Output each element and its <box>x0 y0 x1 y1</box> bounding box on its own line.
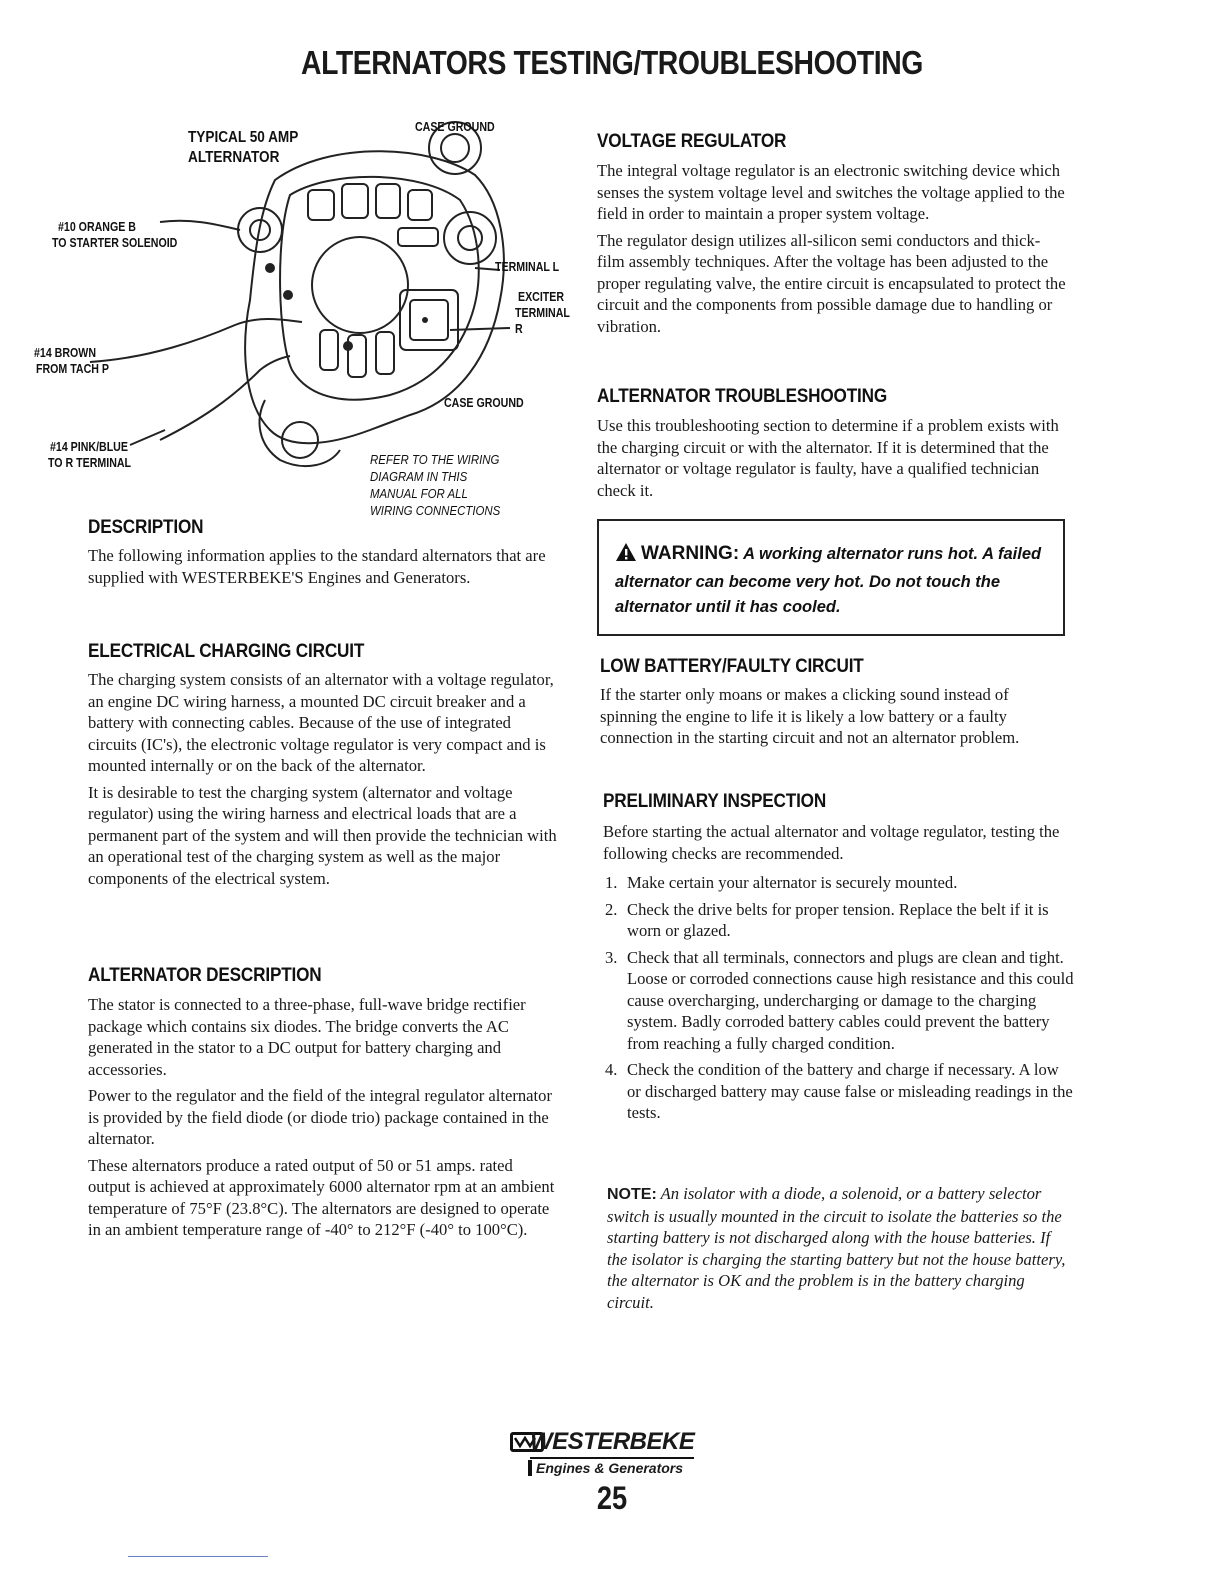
list-item <box>605 872 1075 894</box>
list-item <box>605 1059 1075 1124</box>
wiring-note-line1: REFER TO THE WIRING <box>370 452 500 467</box>
list-item-text: Check the condition of the battery and charge if necessary. A low or discharged battery may cause false or misleading readings in the tests. <box>627 1060 1073 1122</box>
bottom-rule <box>128 1556 268 1557</box>
charging-circuit-heading: ELECTRICAL CHARGING CIRCUIT <box>88 640 365 662</box>
case-ground-bottom-label: CASE GROUND <box>444 396 524 410</box>
exciter-label-line2: TERMINAL <box>515 306 570 320</box>
preliminary-section <box>603 790 1073 864</box>
orange-wire-label-line2: TO STARTER SOLENOID <box>52 236 178 250</box>
warning-box <box>597 519 1065 636</box>
terminal-l-label: TERMINAL L <box>495 260 560 274</box>
low-battery-heading: LOW BATTERY/FAULTY CIRCUIT <box>600 655 864 677</box>
alternator-description-p2: Power to the regulator and the field of the integral regulator alternator is provided by the field diode (or diode trio) package contained in the alternator. <box>88 1086 552 1148</box>
pink-wire-label-line1: #14 PINK/BLUE <box>50 440 128 454</box>
warning-triangle-icon <box>615 542 637 570</box>
charging-circuit-p2: It is desirable to test the charging system (alternator and voltage regulator) using the wiring harness and electrical loads that are a permanent part of the system and will then provide the technician with an operational test of the charging system as well as the major components of the electrical system. <box>88 782 557 888</box>
page-number: 25 <box>596 1480 628 1516</box>
list-item <box>605 899 1075 942</box>
alternator-description-p3: These alternators produce a rated output of 50 or 51 amps. rated output is achieved at approximately 6000 alternator rpm at an ambient temperature of 75°F (23.8°C). The alternators are designed to operate in an ambient temperature range of -40° to 212°F (-40° to 100°C). <box>88 1155 555 1239</box>
pink-wire-label-line2: TO R TERMINAL <box>48 456 132 470</box>
low-battery-p1: If the starter only moans or makes a clicking sound instead of spinning the engine to life it is likely a low battery or a faulty connection in the starting circuit and not an alternator problem. <box>600 685 1020 747</box>
exciter-label-line3: R <box>515 322 523 336</box>
note-text <box>607 1183 1067 1313</box>
wiring-note-line3: MANUAL FOR ALL <box>370 486 468 501</box>
wiring-note-line4: WIRING CONNECTIONS <box>370 503 501 518</box>
charging-circuit-p1: The charging system consists of an alternator with a voltage regulator, an engine DC wiring harness, a mounted DC circuit breaker and a battery with connecting cables. Because of the use of integrated circuits (IC's), the electronic voltage regulator is very compact and is mounted internally or on the back of the alternator. <box>88 670 554 775</box>
orange-wire-label-line1: #10 ORANGE B <box>58 220 136 234</box>
note-label: NOTE: <box>607 1186 657 1203</box>
brown-wire-label-line2: FROM TACH P <box>36 362 109 376</box>
case-ground-top-label: CASE GROUND <box>415 120 495 134</box>
logo-tagline: Engines & Generators <box>528 1460 683 1476</box>
logo-brand-name: WESTERBEKE <box>530 1428 694 1459</box>
alternator-description-heading: ALTERNATOR DESCRIPTION <box>88 964 322 986</box>
westerbeke-logo <box>510 1428 720 1478</box>
list-item-number: 4. <box>605 1060 618 1079</box>
charging-circuit-section <box>88 640 558 889</box>
voltage-regulator-p2: The regulator design utilizes all-silicon semi conductors and thick-film assembly techniques. After the voltage has been adjusted to the proper regulating valve, the entire circuit is encapsulated to protect the circuit and the components from possible damage due to handling or vibration. <box>597 230 1066 336</box>
figure-title-line1: TYPICAL 50 AMP <box>188 129 299 146</box>
list-item-text: Make certain your alternator is securely mounted. <box>627 873 958 892</box>
troubleshooting-p1: Use this troubleshooting section to determine if a problem exists with the charging circuit or with the alternator. If it is determined that the alternator or voltage regulator is faulty, have a qualified technician check it. <box>597 416 1059 500</box>
description-heading: DESCRIPTION <box>88 516 204 538</box>
page-title: ALTERNATORS TESTING/TROUBLESHOOTING <box>301 44 923 81</box>
low-battery-section <box>600 655 1070 749</box>
voltage-regulator-section <box>597 130 1067 337</box>
description-section <box>88 516 558 588</box>
list-item-number: 3. <box>605 947 618 967</box>
alternator-description-section <box>88 964 558 1241</box>
inspection-list <box>605 872 1075 1124</box>
figure-title-line2: ALTERNATOR <box>188 149 280 166</box>
alternator-description-p1: The stator is connected to a three-phase, full-wave bridge rectifier package which contains six diodes. The bridge converts the AC generated in the stator to a DC output for battery charging and accessories. <box>88 995 526 1079</box>
troubleshooting-heading: ALTERNATOR TROUBLESHOOTING <box>597 385 888 407</box>
wiring-note-line2: DIAGRAM IN THIS <box>370 469 468 484</box>
description-text: The following information applies to the standard alternators that are supplied with WESTERBEKE'S Engines and Generators. <box>88 546 546 587</box>
voltage-regulator-p1: The integral voltage regulator is an electronic switching device which senses the system voltage level and switches the voltage applied to the field in order to maintain a proper system voltage. <box>597 161 1065 223</box>
list-item <box>605 947 1075 1055</box>
warning-text <box>615 541 1049 620</box>
brown-wire-label-line1: #14 BROWN <box>34 346 96 360</box>
warning-message: A working alternator runs hot. A failed alternator can become very hot. Do not touch the alternator until it has cooled. <box>615 545 1042 616</box>
list-item-number: 1. <box>605 873 618 892</box>
note-body: An isolator with a diode, a solenoid, or a battery selector switch is usually mounted in the circuit to isolate the batteries so the starting battery is not discharged along with the house batteries. If the isolator is charging the starting battery but not the house battery, the alternator is OK and the problem is in the battery charging circuit. <box>607 1184 1066 1312</box>
preliminary-intro: Before starting the actual alternator and voltage regulator, testing the following checks are recommended. <box>603 822 1060 863</box>
list-item-text: Check that all terminals, connectors and plugs are clean and tight. Loose or corroded connections cause high resistance and this could cause overcharging, undercharging or damage to the charging system. Badly corroded battery cables could prevent the battery from reaching a fully charged condition. <box>627 947 1074 1053</box>
exciter-label-line1: EXCITER <box>518 290 565 304</box>
troubleshooting-section <box>597 385 1067 501</box>
voltage-regulator-heading: VOLTAGE REGULATOR <box>597 130 787 152</box>
note-block <box>607 1183 1067 1313</box>
preliminary-heading: PRELIMINARY INSPECTION <box>603 790 827 812</box>
list-item-text: Check the drive belts for proper tension. Replace the belt if it is worn or glazed. <box>627 899 1049 940</box>
alternator-figure <box>30 100 590 525</box>
warning-label: WARNING: <box>641 543 740 564</box>
list-item-number: 2. <box>605 899 618 919</box>
